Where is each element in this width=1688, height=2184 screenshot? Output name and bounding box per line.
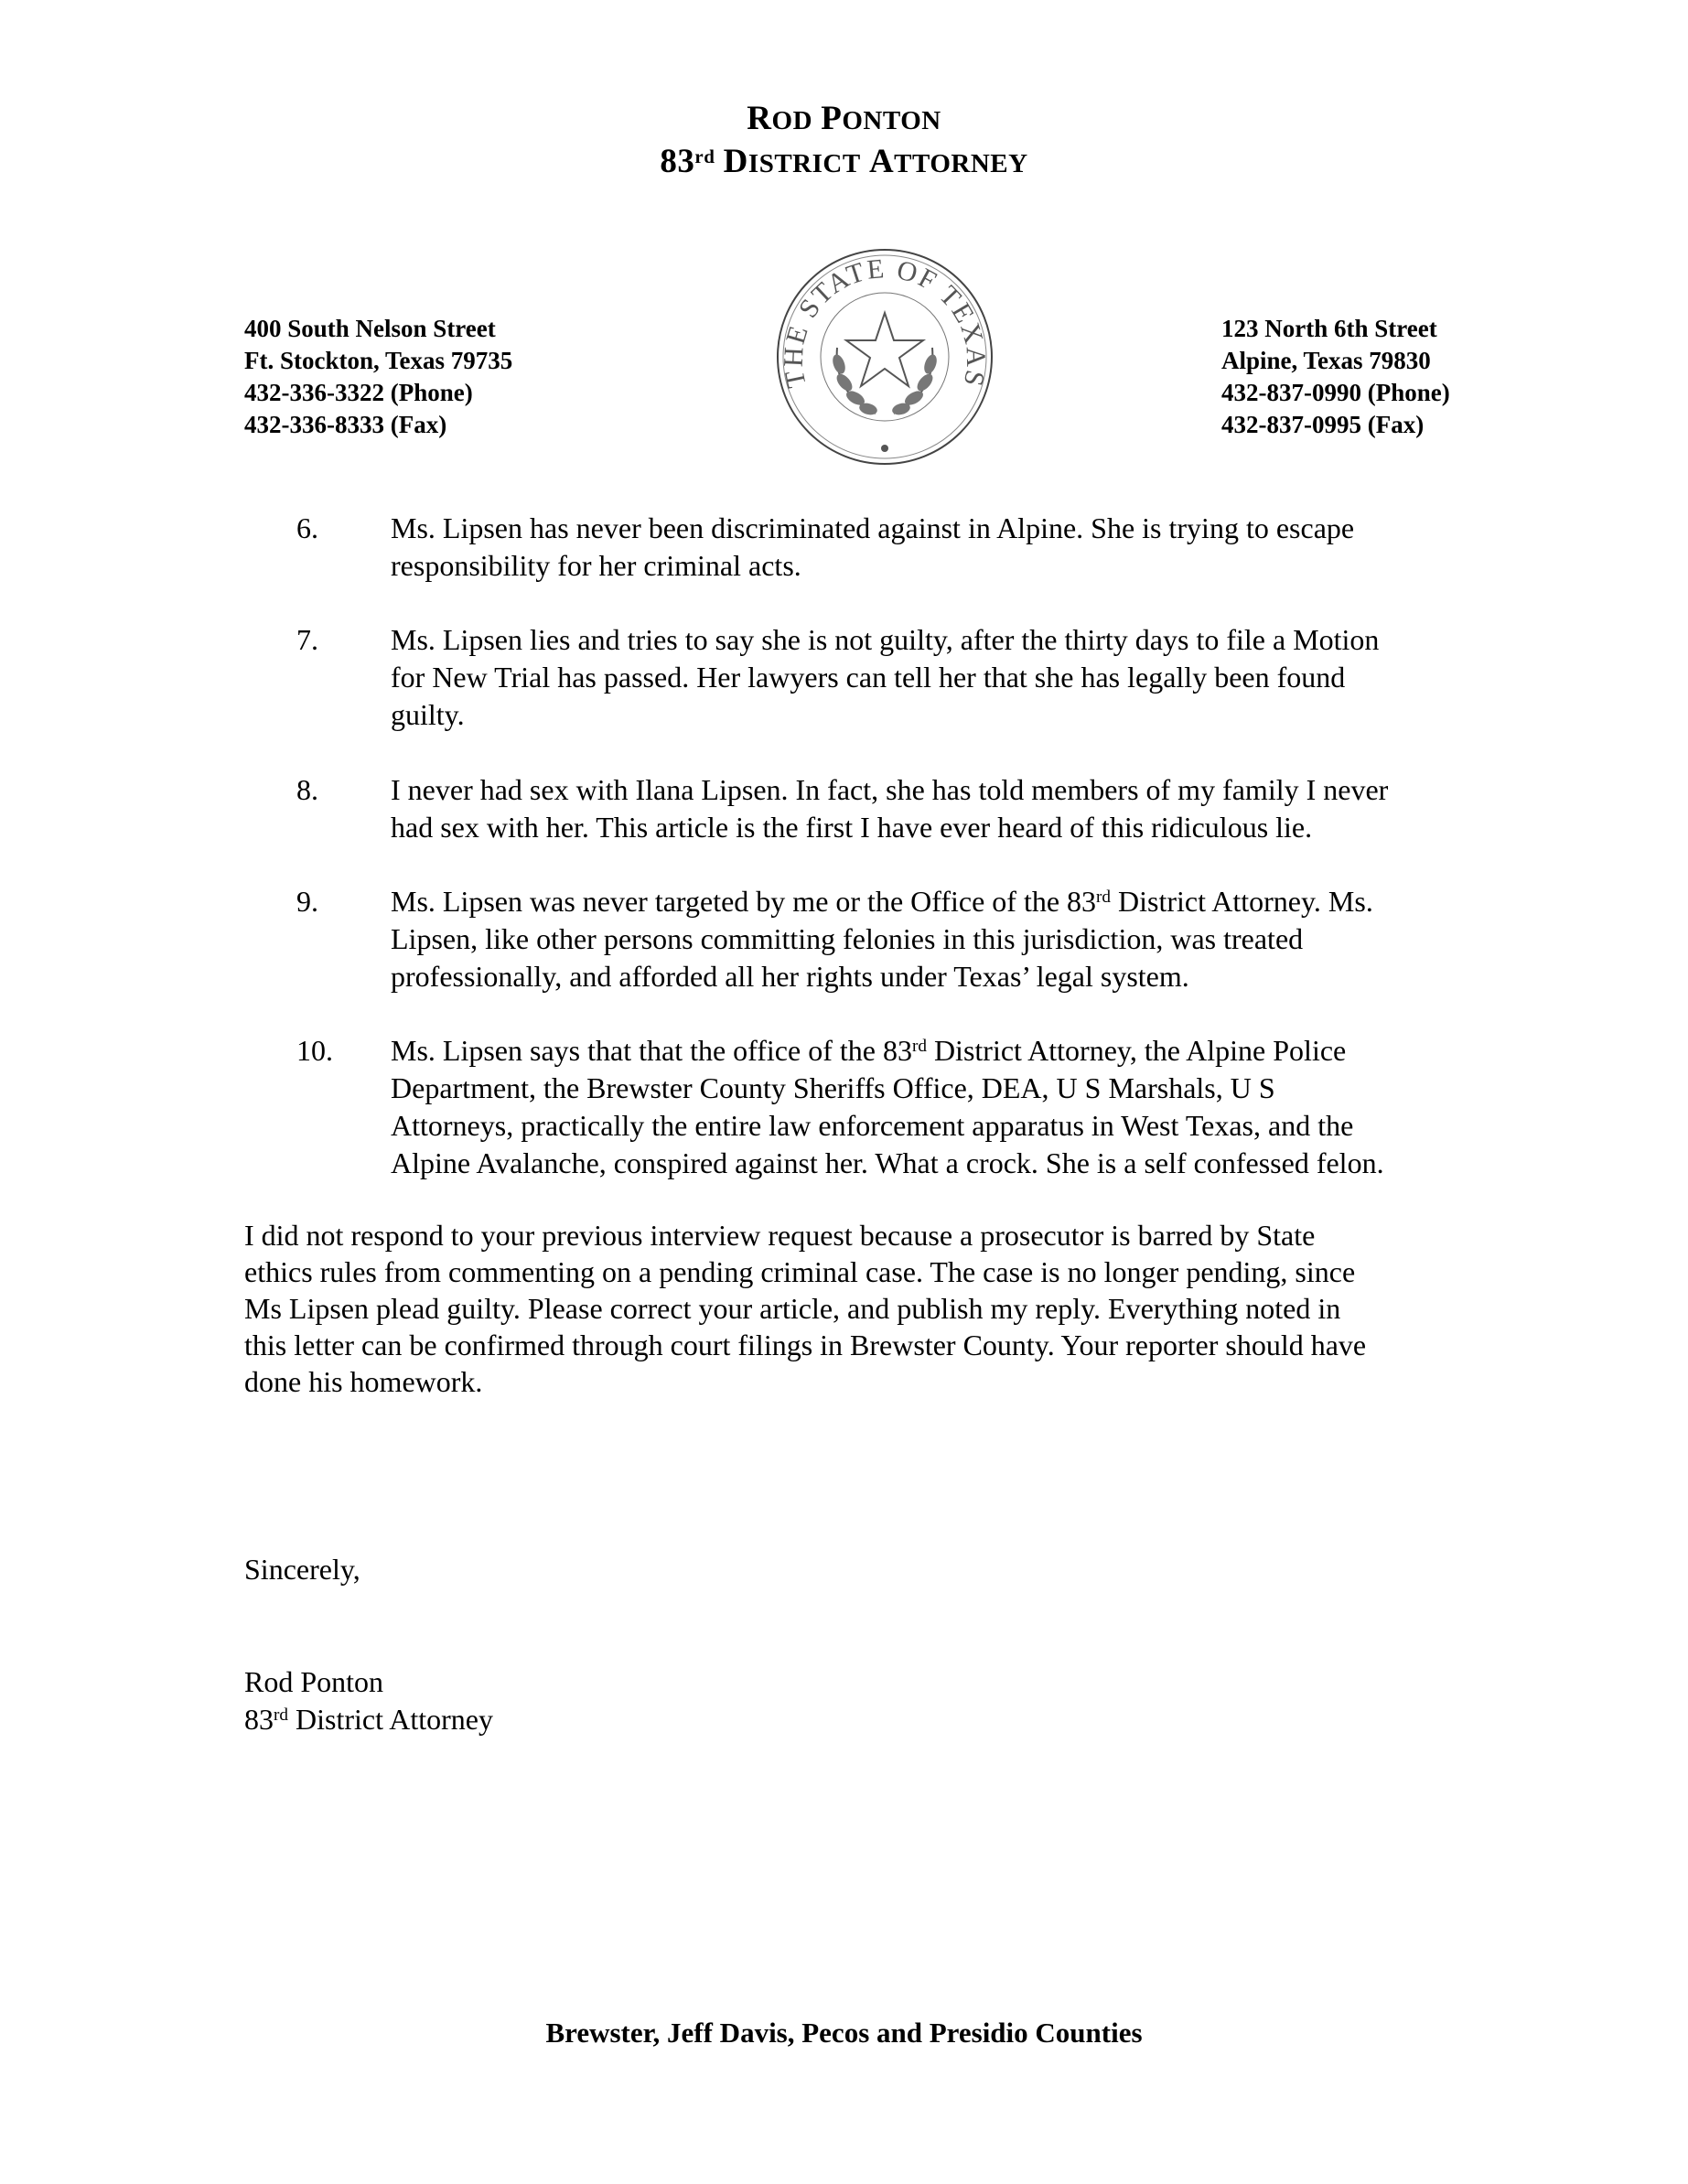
address-line: 123 North 6th Street bbox=[1221, 315, 1437, 342]
item-text: Ms. Lipsen lies and tries to say she is not guilty, after the thirty days to file a Motion for New Trial has passed. Her lawyers can tell her that she has legally been found guilty. bbox=[391, 623, 1380, 731]
item-number: 10. bbox=[296, 1034, 333, 1067]
closing: Sincerely, bbox=[244, 1553, 360, 1586]
fax-line: 432-837-0995 (Fax) bbox=[1221, 411, 1425, 438]
texas-state-seal-icon bbox=[775, 247, 995, 467]
address-line: Ft. Stockton, Texas 79735 bbox=[244, 347, 513, 374]
address-ft-stockton bbox=[244, 313, 512, 441]
item-number: 7. bbox=[296, 623, 318, 656]
signature-block bbox=[244, 1663, 493, 1738]
phone-line: 432-336-3322 (Phone) bbox=[244, 379, 473, 406]
letterhead-name: ROD PONTON bbox=[747, 100, 941, 137]
body-paragraph: I did not respond to your previous interview request because a prosecutor is barred by State ethics rules from commenting on a pending criminal case. The case is no longer pending, since Ms Lipsen plead guilty. Please correct your article, and publish my reply. Everything noted in this letter can be confirmed through court filings in Brewster County. Your reporter should have done his homework. bbox=[244, 1219, 1367, 1398]
item-text: Ms. Lipsen has never been discriminated against in Alpine. She is trying to escape responsibility for her criminal acts. bbox=[391, 511, 1355, 582]
item-number: 9. bbox=[296, 885, 318, 918]
item-text: Ms. Lipsen was never targeted by me or the Office of the 83rd District Attorney. Ms. Lipsen, like other persons committing felonies in this jurisdiction, was treated professionally, and afforded all her rights under Texas’ legal system. bbox=[391, 885, 1373, 993]
signature-name: Rod Ponton bbox=[244, 1665, 384, 1698]
signature-title: 83rd District Attorney bbox=[244, 1703, 493, 1736]
item-number: 6. bbox=[296, 511, 318, 544]
item-text: I never had sex with Ilana Lipsen. In fact, she has told members of my family I never had sex with her. This article is the first I have ever heard of this ridiculous lie. bbox=[391, 773, 1389, 844]
phone-line: 432-837-0990 (Phone) bbox=[1221, 379, 1450, 406]
fax-line: 432-336-8333 (Fax) bbox=[244, 411, 447, 438]
item-text: Ms. Lipsen says that that the office of the 83rd District Attorney, the Alpine Police Department, the Brewster County Sheriffs Office, DEA, U S Marshals, U S Attorneys, practically the entire law enforcement apparatus in West Texas, and the Alpine Avalanche, conspired against her. What a crock. She is a self confessed felon. bbox=[391, 1034, 1384, 1179]
svg-text:THE STATE OF TEXAS: THE STATE OF TEXAS bbox=[778, 253, 992, 391]
address-line: 400 South Nelson Street bbox=[244, 315, 496, 342]
footer-counties: Brewster, Jeff Davis, Pecos and Presidio Counties bbox=[545, 2017, 1143, 2049]
address-line: Alpine, Texas 79830 bbox=[1221, 347, 1431, 374]
address-alpine bbox=[1221, 313, 1450, 441]
letterhead-office: 83rd DISTRICT ATTORNEY bbox=[660, 143, 1028, 180]
item-number: 8. bbox=[296, 773, 318, 806]
